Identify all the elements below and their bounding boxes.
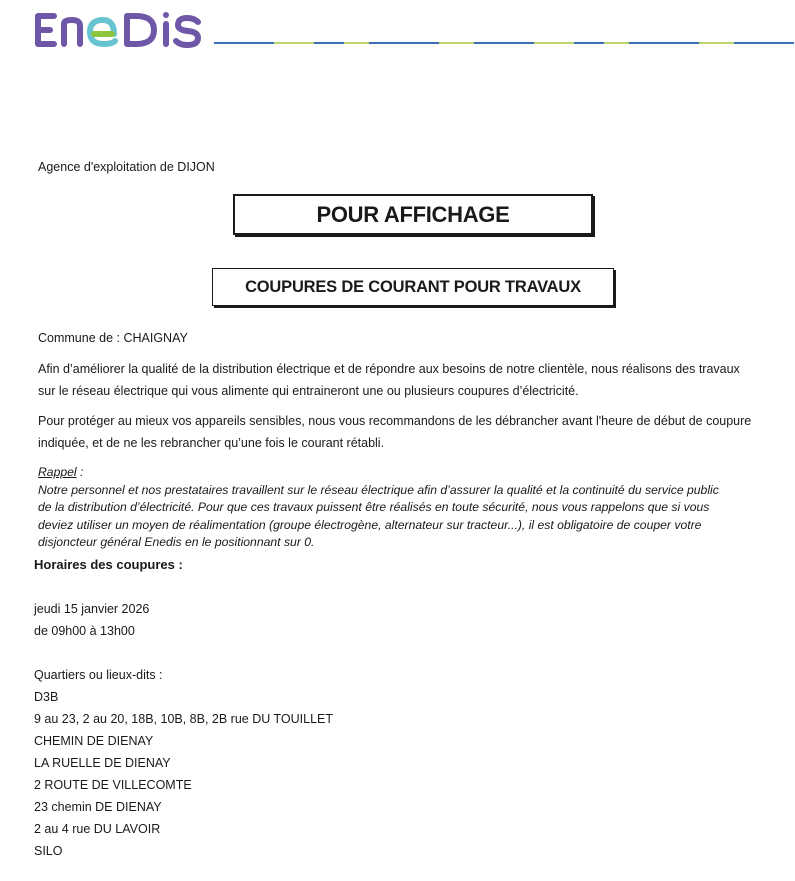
enedis-logo [32, 8, 204, 52]
rappel-line: Notre personnel et nos prestataires travaillent sur le réseau électrique afin d’assurer la qualité et la continuité du service public [38, 482, 719, 497]
schedule-date: jeudi 15 janvier 2026 [34, 602, 150, 616]
banner-title: POUR AFFICHAGE [316, 201, 510, 227]
location-item: CHEMIN DE DIENAY [34, 734, 154, 748]
paragraph-1 [38, 358, 766, 402]
commune-line: Commune de : CHAIGNAY [38, 331, 188, 345]
paragraph-1-line-2: sur le réseau électrique qui vous alimente qui entraineront une ou plusieurs coupures d’électricité. [38, 384, 579, 398]
header-rule [214, 40, 794, 46]
banner-title-box [233, 194, 593, 235]
schedule-time: de 09h00 à 13h00 [34, 624, 135, 638]
location-item: D3B [34, 690, 59, 704]
rappel-title-suffix: : [76, 465, 84, 479]
rappel-heading [38, 464, 773, 482]
rappel-block [38, 464, 773, 552]
locations-title: Quartiers ou lieux-dits : [34, 668, 163, 682]
location-item: SILO [34, 844, 63, 858]
banner-subtitle: COUPURES DE COURANT POUR TRAVAUX [245, 277, 581, 296]
agency-name: Agence d'exploitation de DIJON [38, 160, 215, 174]
horaires-title: Horaires des coupures : [34, 557, 183, 572]
rappel-title: Rappel [38, 465, 77, 479]
paragraph-2 [38, 410, 766, 454]
location-item: 2 au 4 rue DU LAVOIR [34, 822, 161, 836]
banner-subtitle-box [212, 268, 614, 306]
rappel-line: disjoncteur général Enedis en le positionnant sur 0. [38, 535, 315, 549]
location-item: 2 ROUTE DE VILLECOMTE [34, 778, 192, 792]
location-item: 9 au 23, 2 au 20, 18B, 10B, 8B, 2B rue DU TOUILLET [34, 712, 334, 726]
paragraph-2-line-2: indiquée, et de ne les rebrancher qu’une fois le courant rétabli. [38, 436, 385, 450]
paragraph-1-line-1: Afin d’améliorer la qualité de la distribution électrique et de répondre aux besoins de notre clientèle, nous réalisons des travaux [38, 362, 740, 376]
rappel-line: deviez utiliser un moyen de réalimentation (groupe électrogène, alternateur sur tracteur...), il est obligatoire de couper votre [38, 517, 702, 532]
location-item: LA RUELLE DE DIENAY [34, 756, 171, 770]
location-item: 23 chemin DE DIENAY [34, 800, 162, 814]
rappel-line: de la distribution d’électricité. Pour que ces travaux puissent être réalisés en toute sécurité, nous vous rappelons que si vous [38, 500, 710, 514]
paragraph-2-line-1: Pour protéger au mieux vos appareils sensibles, nous vous recommandons de les débrancher avant l'heure de début de coupure [38, 414, 752, 428]
